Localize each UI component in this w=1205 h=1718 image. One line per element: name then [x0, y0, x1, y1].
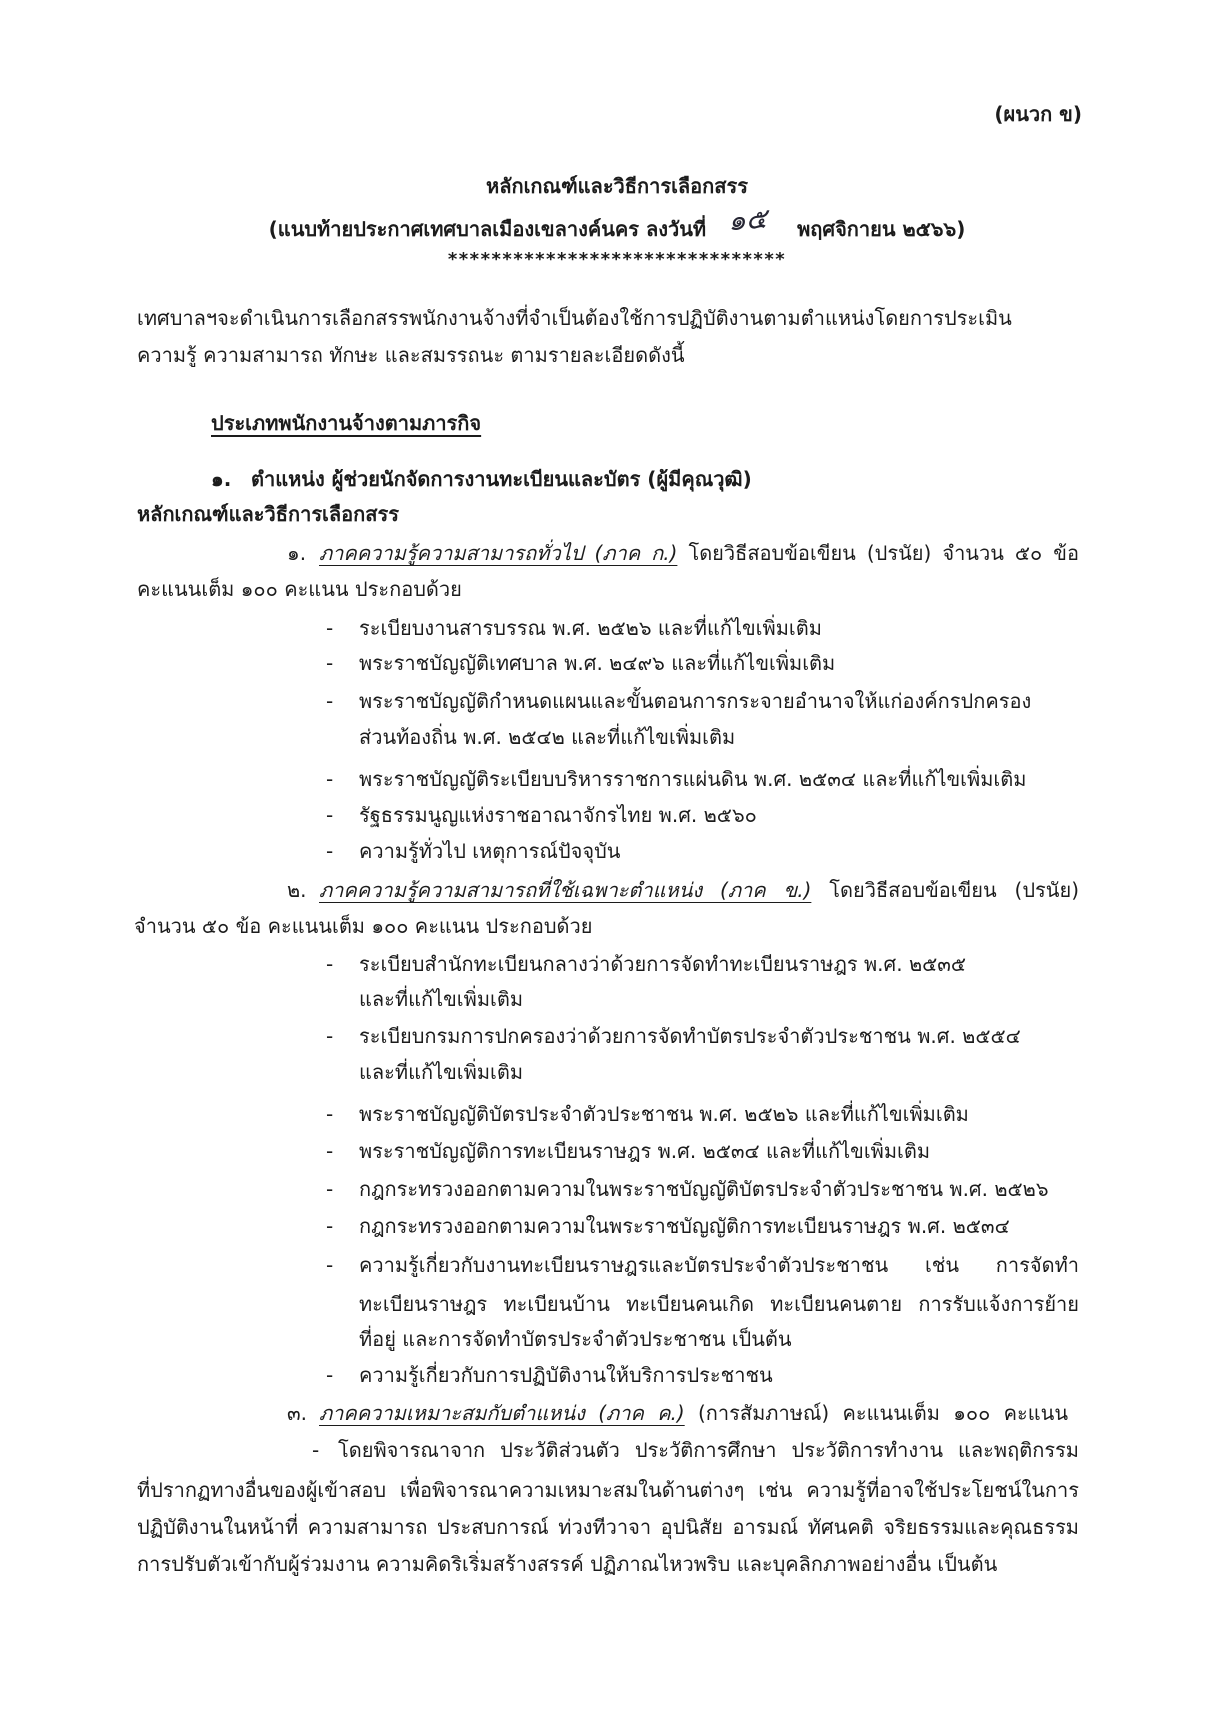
bullet-marker: -	[312, 1438, 320, 1462]
list-item-text: กฎกระทรวงออกตามความในพระราชบัญญัติบัตรประจำตัวประชาชน พ.ศ. ๒๕๒๖	[359, 1177, 1049, 1201]
bullet-marker: -	[326, 616, 334, 640]
bullet-marker: -	[326, 1253, 334, 1277]
list-item-text: พระราชบัญญัติกำหนดแผนและขั้นตอนการกระจายอำนาจให้แก่องค์กรปกครอง	[359, 689, 1032, 713]
list-item-text: ระเบียบสำนักทะเบียนกลางว่าด้วยการจัดทำทะเบียนราษฎร พ.ศ. ๒๕๓๕	[359, 952, 967, 976]
annex-label: (ผนวก ข)	[994, 102, 1082, 126]
part-number: ๓.	[287, 1401, 308, 1425]
list-item-text: ระเบียบงานสารบรรณ พ.ศ. ๒๕๒๖ และที่แก้ไขเพิ่มเติม	[359, 616, 822, 640]
list-item-text: ความรู้ทั่วไป เหตุการณ์ปัจจุบัน	[359, 839, 621, 863]
document-title: หลักเกณฑ์และวิธีการเลือกสรร	[486, 174, 748, 198]
list-item-text: ทะเบียนราษฎร ทะเบียนบ้าน ทะเบียนคนเกิด ทะเบียนคนตาย การรับแจ้งการย้าย	[359, 1292, 1079, 1316]
part-name: ภาคความรู้ความสามารถที่ใช้เฉพาะตำแหน่ง (ภาค ข.)	[319, 878, 812, 902]
list-item-text: ส่วนท้องถิ่น พ.ศ. ๒๕๔๒ และที่แก้ไขเพิ่มเติม	[359, 725, 736, 749]
list-item-text: พระราชบัญญัติบัตรประจำตัวประชาชน พ.ศ. ๒๕๒๖ และที่แก้ไขเพิ่มเติม	[359, 1102, 969, 1126]
position-heading	[211, 461, 752, 497]
bullet-marker: -	[326, 803, 334, 827]
subtitle-suffix: พฤศจิกายน ๒๕๖๖)	[797, 217, 966, 241]
list-item-text: ระเบียบกรมการปกครองว่าด้วยการจัดทำบัตรประจำตัวประชาชน พ.ศ. ๒๕๕๔	[359, 1024, 1021, 1048]
detail-line: การปรับตัวเข้ากับผู้ร่วมงาน ความคิดริเริ่มสร้างสรรค์ ปฏิภาณไหวพริบ และบุคลิกภาพอย่างอื่น เป็นต้น	[137, 1552, 998, 1576]
detail-line: โดยพิจารณาจาก ประวัติส่วนตัว ประวัติการศึกษา ประวัติการทำงาน และพฤติกรรม	[338, 1438, 1079, 1462]
title-separator: *******************************	[447, 249, 787, 270]
part-2-line-2: จำนวน ๕๐ ข้อ คะแนนเต็ม ๑๐๐ คะแนน ประกอบด้วย	[134, 914, 593, 938]
part-3-line-1	[287, 1395, 1068, 1431]
bullet-marker: -	[326, 1363, 334, 1387]
bullet-marker: -	[326, 1214, 334, 1238]
list-item-text: กฎกระทรวงออกตามความในพระราชบัญญัติการทะเบียนราษฎร พ.ศ. ๒๕๓๔	[359, 1214, 1010, 1238]
list-item-text: ความรู้เกี่ยวกับการปฏิบัติงานให้บริการประชาชน	[359, 1363, 773, 1387]
part-description: โดยวิธีสอบข้อเขียน (ปรนัย)	[829, 878, 1079, 902]
section-heading: ประเภทพนักงานจ้างตามภารกิจ	[211, 411, 482, 435]
bullet-marker: -	[326, 952, 334, 976]
part-1-line-2: คะแนนเต็ม ๑๐๐ คะแนน ประกอบด้วย	[137, 577, 462, 601]
bullet-marker: -	[326, 651, 334, 675]
part-1-line-1	[287, 535, 1079, 571]
part-number: ๒.	[287, 878, 307, 902]
document-subtitle	[137, 201, 1097, 245]
list-item-text: และที่แก้ไขเพิ่มเติม	[359, 987, 524, 1011]
position-title: ตำแหน่ง ผู้ช่วยนักจัดการงานทะเบียนและบัตร (ผู้มีคุณวุฒิ)	[251, 467, 752, 491]
list-item-text: รัฐธรรมนูญแห่งราชอาณาจักรไทย พ.ศ. ๒๕๖๐	[359, 803, 757, 827]
bullet-marker: -	[326, 1102, 334, 1126]
bullet-marker: -	[326, 839, 334, 863]
handwritten-date: ๑๕	[726, 201, 769, 238]
bullet-marker: -	[326, 689, 334, 713]
bullet-marker: -	[326, 767, 334, 791]
part-description: โดยวิธีสอบข้อเขียน (ปรนัย) จำนวน ๕๐ ข้อ	[688, 541, 1079, 565]
list-item-text: ความรู้เกี่ยวกับงานทะเบียนราษฎรและบัตรประจำตัวประชาชน เช่น การจัดทำ	[359, 1253, 1079, 1277]
bullet-marker: -	[326, 1139, 334, 1163]
part-2-line-1	[287, 872, 1079, 908]
list-item-text: ที่อยู่ และการจัดทำบัตรประจำตัวประชาชน เป็นต้น	[359, 1327, 792, 1351]
list-item-text: และที่แก้ไขเพิ่มเติม	[359, 1060, 524, 1084]
bullet-marker: -	[326, 1177, 334, 1201]
position-number: ๑.	[211, 467, 232, 491]
intro-line: เทศบาลฯจะดำเนินการเลือกสรรพนักงานจ้างที่จำเป็นต้องใช้การปฏิบัติงานตามตำแหน่งโดยการประเมิน	[137, 306, 1012, 330]
list-item-text: พระราชบัญญัติการทะเบียนราษฎร พ.ศ. ๒๕๓๔ และที่แก้ไขเพิ่มเติม	[359, 1139, 931, 1163]
intro-line: ความรู้ ความสามารถ ทักษะ และสมรรถนะ ตามรายละเอียดดังนี้	[137, 343, 685, 367]
bullet-marker: -	[326, 1024, 334, 1048]
part-name: ภาคความเหมาะสมกับตำแหน่ง (ภาค ค.)	[319, 1401, 685, 1425]
detail-line: ที่ปรากฏทางอื่นของผู้เข้าสอบ เพื่อพิจารณาความเหมาะสมในด้านต่างๆ เช่น ความรู้ที่อาจใช้ประโยชน์ในการ	[137, 1478, 1079, 1502]
list-item-text: พระราชบัญญัติระเบียบบริหารราชการแผ่นดิน พ.ศ. ๒๕๓๔ และที่แก้ไขเพิ่มเติม	[359, 767, 1027, 791]
criteria-heading: หลักเกณฑ์และวิธีการเลือกสรร	[137, 502, 399, 526]
part-number: ๑.	[287, 541, 307, 565]
part-description: (การสัมภาษณ์) คะแนนเต็ม ๑๐๐ คะแนน	[698, 1401, 1068, 1425]
part-name: ภาคความรู้ความสามารถทั่วไป (ภาค ก.)	[319, 541, 678, 565]
list-item-text: พระราชบัญญัติเทศบาล พ.ศ. ๒๔๙๖ และที่แก้ไขเพิ่มเติม	[359, 651, 836, 675]
subtitle-prefix: (แนบท้ายประกาศเทศบาลเมืองเขลางค์นคร ลงวันที่	[268, 217, 707, 241]
detail-line: ปฏิบัติงานในหน้าที่ ความสามารถ ประสบการณ์ ท่วงทีวาจา อุปนิสัย อารมณ์ ทัศนคติ จริยธรรมและคุณธรรม	[137, 1515, 1079, 1539]
